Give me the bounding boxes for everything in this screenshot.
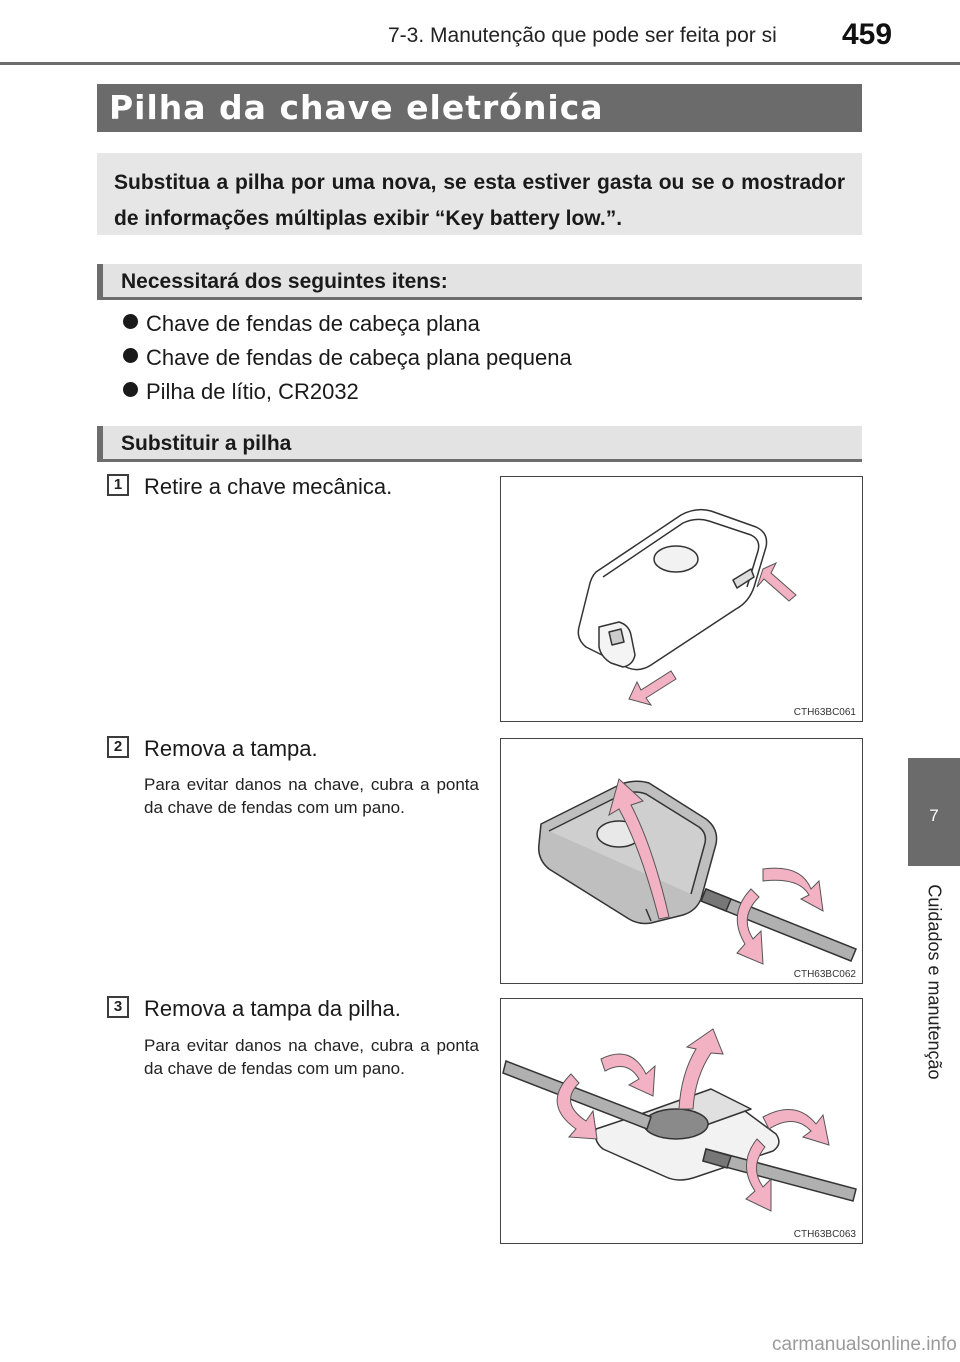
key-fob-illustration	[501, 477, 864, 723]
figure-code: CTH63BC062	[793, 969, 856, 980]
step-number-3: 3	[107, 996, 129, 1018]
step-number-1: 1	[107, 474, 129, 496]
items-heading: Necessitará dos seguintes itens:	[97, 264, 862, 300]
section-title: Pilha da chave eletrónica	[97, 84, 862, 132]
step-number-2: 2	[107, 736, 129, 758]
chapter-tab-label: Cuidados e manutenção	[924, 884, 945, 1080]
list-item: Pilha de lítio, CR2032	[123, 379, 359, 405]
replace-heading: Substituir a pilha	[97, 426, 862, 462]
bullet-icon	[123, 348, 138, 363]
bullet-icon	[123, 382, 138, 397]
chapter-tab-number: 7	[929, 806, 939, 825]
header-rule	[0, 62, 960, 65]
step-note-2: Para evitar danos na chave, cubra a ponta da chave de fendas com um pano.	[144, 775, 479, 817]
step-note-3: Para evitar danos na chave, cubra a ponta da chave de fendas com um pano.	[144, 1036, 479, 1078]
watermark: carmanualsonline.info	[772, 1334, 957, 1355]
page-number: 459	[842, 18, 893, 51]
figure-remove-mechanical-key	[500, 476, 863, 722]
chapter-tab[interactable]	[908, 758, 960, 866]
figure-code: CTH63BC063	[793, 1229, 856, 1240]
step-text-2: Remova a tampa.	[144, 736, 318, 761]
bullet-icon	[123, 314, 138, 329]
figure-code: CTH63BC061	[793, 707, 856, 718]
chapter-title: 7-3. Manutenção que pode ser feita por si	[388, 24, 777, 47]
step-text-3: Remova a tampa da pilha.	[144, 996, 401, 1021]
battery-cover-illustration	[501, 999, 864, 1245]
key-cover-illustration	[501, 739, 864, 985]
figure-remove-cover	[500, 738, 863, 984]
figure-remove-battery-cover	[500, 998, 863, 1244]
step-text-1: Retire a chave mecânica.	[144, 474, 393, 499]
intro-text: Substitua a pilha por uma nova, se esta estiver gasta ou se o mostrador de informações múltiplas exibir “Key battery low.”.	[97, 153, 862, 235]
list-item: Chave de fendas de cabeça plana pequena	[123, 345, 572, 371]
list-item: Chave de fendas de cabeça plana	[123, 311, 480, 337]
